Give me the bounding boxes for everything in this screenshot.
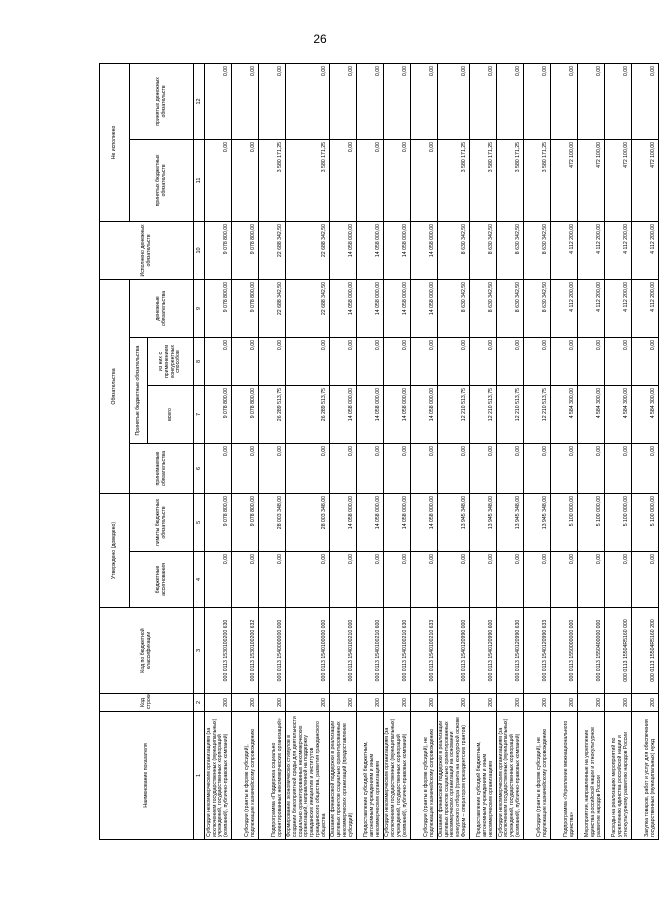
row-monetary-obligations: 9 078 800,00 [205, 279, 232, 337]
row-unfulfilled-budget: 3 580 171,25 [437, 139, 469, 221]
row-accepted-total: 12 210 513,75 [523, 386, 550, 444]
row-obligation-limits: 13 945 348,00 [437, 494, 469, 552]
header-monetary-obligations: денежные обязательства [130, 279, 194, 337]
row-accepted-total: 9 078 800,00 [232, 386, 259, 444]
column-number: 12 [194, 63, 205, 139]
header-unfulfilled-group: Не исполнено [100, 63, 130, 221]
row-code: 200 [523, 694, 550, 712]
row-kbk: 000 0113 15504R5160 000 [604, 608, 631, 694]
row-code: 200 [604, 694, 631, 712]
row-obligation-limits: 9 078 800,00 [205, 494, 232, 552]
header-execution: Исполнено денежных обязательств [100, 221, 194, 279]
column-number: 6 [194, 444, 205, 494]
row-accepted-obligations: 0,00 [631, 444, 658, 494]
row-monetary-obligations: 14 058 000,00 [329, 279, 356, 337]
row-code: 200 [286, 694, 330, 712]
table-row [631, 63, 658, 839]
header-approved-group: Утверждено (доведено) [100, 494, 130, 608]
row-code: 200 [577, 694, 604, 712]
row-accepted-total: 12 210 513,75 [469, 386, 496, 444]
header-competitive: из них с применением конкурентных способов [148, 338, 194, 386]
row-name: Субсидии (гранты в форме субсидий), подлежащие казначейскому сопровождению [232, 712, 259, 840]
table-row [259, 63, 286, 839]
row-competitive: 0,00 [469, 338, 496, 386]
row-unfulfilled-monetary: 0,00 [469, 63, 496, 139]
row-monetary-obligations: 4 112 200,00 [550, 279, 577, 337]
row-accepted-total: 12 210 513,75 [496, 386, 523, 444]
row-kbk: 000 0113 1540000000 000 [259, 608, 286, 694]
column-number: 1 [194, 712, 205, 840]
row-unfulfilled-monetary: 0,00 [604, 63, 631, 139]
row-unfulfilled-budget: 0,00 [356, 139, 383, 221]
row-budget-allocations: 0,00 [523, 552, 550, 608]
row-budget-allocations: 0,00 [356, 552, 383, 608]
row-budget-allocations: 0,00 [205, 552, 232, 608]
row-monetary-obligations: 8 630 342,50 [523, 279, 550, 337]
row-executed: 4 112 200,00 [604, 221, 631, 279]
row-monetary-obligations: 8 630 342,50 [496, 279, 523, 337]
row-budget-allocations: 0,00 [550, 552, 577, 608]
row-unfulfilled-monetary: 0,00 [286, 63, 330, 139]
row-unfulfilled-monetary: 0,00 [259, 63, 286, 139]
row-accepted-obligations: 0,00 [523, 444, 550, 494]
row-competitive: 0,00 [410, 338, 437, 386]
row-code: 200 [496, 694, 523, 712]
row-kbk: 000 0113 1540120990 000 [437, 608, 469, 694]
row-obligation-limits: 5 100 000,00 [631, 494, 658, 552]
row-code: 200 [232, 694, 259, 712]
row-executed: 14 058 000,00 [329, 221, 356, 279]
row-obligation-limits: 5 100 000,00 [604, 494, 631, 552]
row-unfulfilled-budget: 0,00 [329, 139, 356, 221]
table-row [286, 63, 330, 839]
row-code: 200 [550, 694, 577, 712]
row-obligation-limits: 14 058 000,00 [356, 494, 383, 552]
row-executed: 4 112 200,00 [631, 221, 658, 279]
table-row [496, 63, 523, 839]
row-monetary-obligations: 9 078 800,00 [232, 279, 259, 337]
row-accepted-total: 14 058 000,00 [410, 386, 437, 444]
row-budget-allocations: 0,00 [259, 552, 286, 608]
row-competitive: 0,00 [604, 338, 631, 386]
header-budget-allocations: бюджетные ассигнования [130, 552, 194, 608]
row-accepted-obligations: 0,00 [550, 444, 577, 494]
row-obligation-limits: 5 100 000,00 [550, 494, 577, 552]
row-unfulfilled-monetary: 0,00 [577, 63, 604, 139]
column-number: 5 [194, 494, 205, 552]
row-accepted-total: 4 584 300,00 [550, 386, 577, 444]
row-budget-allocations: 0,00 [604, 552, 631, 608]
row-executed: 22 688 342,50 [286, 221, 330, 279]
row-unfulfilled-budget: 0,00 [232, 139, 259, 221]
row-executed: 14 058 000,00 [356, 221, 383, 279]
table-row [383, 63, 410, 839]
row-monetary-obligations: 14 058 000,00 [356, 279, 383, 337]
table-row [329, 63, 356, 839]
row-kbk: 000 0113 1540100210 000 [329, 608, 356, 694]
table-row [523, 63, 550, 839]
row-accepted-obligations: 0,00 [232, 444, 259, 494]
row-name: Субсидии некоммерческим организациям (за исключением государственных (муниципальных) учреждений, государственных корпораций (компаний), публично-правовых компаний) [496, 712, 523, 840]
row-budget-allocations: 0,00 [469, 552, 496, 608]
row-competitive: 0,00 [550, 338, 577, 386]
row-code: 200 [410, 694, 437, 712]
row-obligation-limits: 13 945 348,00 [523, 494, 550, 552]
rotated-report-page [99, 64, 656, 840]
row-accepted-obligations: 0,00 [469, 444, 496, 494]
row-kbk: 000 0113 1530100200 630 [205, 608, 232, 694]
row-executed: 8 630 342,50 [523, 221, 550, 279]
row-kbk: 000 0113 1550000000 000 [550, 608, 577, 694]
header-code: Код строки [100, 694, 194, 712]
row-unfulfilled-budget: 0,00 [205, 139, 232, 221]
header-budget-obligation-limits: лимиты бюджетных обязательств [130, 494, 194, 552]
row-obligation-limits: 14 058 000,00 [383, 494, 410, 552]
row-monetary-obligations: 8 630 342,50 [437, 279, 469, 337]
row-name: Расходы на реализацию мероприятий по укреплению единства российской нации и этнокультурному развитию народов России [604, 712, 631, 840]
row-name: Подпрограмма «Укрепление межнационального единства» [550, 712, 577, 840]
row-name: Мероприятия, направленные на укрепление единства российской нации и этнокультурное развитие народов России [577, 712, 604, 840]
row-obligation-limits: 13 945 348,00 [469, 494, 496, 552]
row-competitive: 0,00 [496, 338, 523, 386]
row-name: Субсидии некоммерческим организациям (за исключением государственных (муниципальных) учреждений, государственных корпораций (компаний), публично-правовых компаний) [205, 712, 232, 840]
row-accepted-obligations: 0,00 [604, 444, 631, 494]
row-obligation-limits: 28 003 348,00 [286, 494, 330, 552]
row-budget-allocations: 0,00 [329, 552, 356, 608]
row-name: Оказание финансовой поддержки в реализации целевых проектов социально ориентированных некоммерческих организаций на основании конкурсного отбора (гранта на конкурсной основе Фондом – оператором президентских грантов) [437, 712, 469, 840]
row-kbk: 000 0113 1540100210 630 [383, 608, 410, 694]
header-unfulfilled-budget: принятых бюджетных обязательств [130, 139, 194, 221]
row-budget-allocations: 0,00 [383, 552, 410, 608]
row-competitive: 0,00 [523, 338, 550, 386]
table-row [232, 63, 259, 839]
header-kbk: Код по бюджетной классификации [100, 608, 194, 694]
header-accepted-budget-group: Принятые бюджетные обязательства [130, 338, 148, 444]
row-unfulfilled-monetary: 0,00 [356, 63, 383, 139]
table-row [550, 63, 577, 839]
row-name: Субсидии (гранты в форме субсидий), не подлежащие казначейскому сопровождению [410, 712, 437, 840]
row-unfulfilled-budget: 3 580 171,25 [469, 139, 496, 221]
budget-report-table [99, 63, 659, 840]
row-unfulfilled-budget: 3 580 171,25 [259, 139, 286, 221]
row-competitive: 0,00 [329, 338, 356, 386]
row-unfulfilled-budget: 3 580 171,25 [523, 139, 550, 221]
column-number-row [194, 63, 205, 839]
row-kbk: 000 0113 15504R5160 200 [631, 608, 658, 694]
column-number: 2 [194, 694, 205, 712]
row-unfulfilled-budget: 472 100,00 [550, 139, 577, 221]
table-row [410, 63, 437, 839]
row-budget-allocations: 0,00 [631, 552, 658, 608]
row-obligation-limits: 13 945 348,00 [496, 494, 523, 552]
row-accepted-obligations: 0,00 [356, 444, 383, 494]
table-row [469, 63, 496, 839]
row-unfulfilled-budget: 3 580 171,25 [496, 139, 523, 221]
table-row [205, 63, 232, 839]
row-budget-allocations: 0,00 [232, 552, 259, 608]
row-obligation-limits: 28 003 348,00 [259, 494, 286, 552]
row-code: 200 [356, 694, 383, 712]
row-name: Субсидии (гранты в форме субсидий), не подлежащие казначейскому сопровождению [523, 712, 550, 840]
row-budget-allocations: 0,00 [577, 552, 604, 608]
row-kbk: 000 0113 1540100000 000 [286, 608, 330, 694]
row-accepted-total: 14 058 000,00 [356, 386, 383, 444]
row-unfulfilled-budget: 0,00 [410, 139, 437, 221]
row-competitive: 0,00 [205, 338, 232, 386]
header-unfulfilled-monetary: принятых денежных обязательств [130, 63, 194, 139]
row-executed: 14 058 000,00 [410, 221, 437, 279]
row-code: 200 [437, 694, 469, 712]
table-header [100, 63, 194, 839]
column-number: 3 [194, 608, 205, 694]
row-accepted-total: 4 584 300,00 [604, 386, 631, 444]
column-number: 9 [194, 279, 205, 337]
row-unfulfilled-monetary: 0,00 [329, 63, 356, 139]
row-unfulfilled-monetary: 0,00 [410, 63, 437, 139]
header-accepted-obligations: принимаемые обязательства [130, 444, 194, 494]
row-code: 200 [469, 694, 496, 712]
row-code: 200 [631, 694, 658, 712]
row-competitive: 0,00 [437, 338, 469, 386]
table-row [604, 63, 631, 839]
row-unfulfilled-budget: 0,00 [383, 139, 410, 221]
row-monetary-obligations: 22 688 342,50 [259, 279, 286, 337]
header-obligations-group: Обязательства [100, 279, 130, 493]
row-code: 200 [383, 694, 410, 712]
row-accepted-total: 9 078 800,00 [205, 386, 232, 444]
row-accepted-total: 4 584 300,00 [577, 386, 604, 444]
row-executed: 8 630 342,50 [496, 221, 523, 279]
row-competitive: 0,00 [383, 338, 410, 386]
row-accepted-obligations: 0,00 [286, 444, 330, 494]
row-code: 200 [205, 694, 232, 712]
row-accepted-total: 14 058 000,00 [383, 386, 410, 444]
row-kbk: 000 0113 1540120990 630 [496, 608, 523, 694]
header-name: Наименование показателя [100, 712, 194, 840]
row-monetary-obligations: 14 058 000,00 [410, 279, 437, 337]
row-accepted-total: 4 584 300,00 [631, 386, 658, 444]
row-name: Закупка товаров, работ и услуг для обеспечения государственных (муниципальных) нужд [631, 712, 658, 840]
row-accepted-obligations: 0,00 [205, 444, 232, 494]
row-accepted-obligations: 0,00 [496, 444, 523, 494]
row-accepted-total: 26 289 513,75 [286, 386, 330, 444]
page-number: 26 [313, 32, 327, 46]
row-competitive: 0,00 [356, 338, 383, 386]
row-executed: 8 630 342,50 [469, 221, 496, 279]
row-competitive: 0,00 [259, 338, 286, 386]
row-executed: 4 112 200,00 [577, 221, 604, 279]
row-name: Предоставление субсидий бюджетным, автономным учреждениям и иным некоммерческим организациям [356, 712, 383, 840]
row-accepted-obligations: 0,00 [259, 444, 286, 494]
row-competitive: 0,00 [577, 338, 604, 386]
row-unfulfilled-budget: 472 100,00 [577, 139, 604, 221]
header-total: всего [148, 386, 194, 444]
row-budget-allocations: 0,00 [286, 552, 330, 608]
row-monetary-obligations: 4 112 200,00 [604, 279, 631, 337]
row-accepted-total: 14 058 000,00 [329, 386, 356, 444]
row-name: Формирование экономических стимулов в создании благоприятной среды для деятельности социально ориентированных некоммерческих организаций, направленной на поддержку гражданских инициатив и институтов гражданского общества, развития гражданского общества [286, 712, 330, 840]
row-budget-allocations: 0,00 [496, 552, 523, 608]
row-unfulfilled-budget: 472 100,00 [631, 139, 658, 221]
row-unfulfilled-budget: 3 580 171,25 [286, 139, 330, 221]
row-accepted-obligations: 0,00 [410, 444, 437, 494]
row-unfulfilled-monetary: 0,00 [631, 63, 658, 139]
row-executed: 22 688 342,50 [259, 221, 286, 279]
row-name: Оказание финансовой поддержки в реализации целевых проектов социально ориентированных некоммерческих организаций (предоставление субсидий) [329, 712, 356, 840]
row-accepted-total: 12 210 513,75 [437, 386, 469, 444]
row-unfulfilled-monetary: 0,00 [550, 63, 577, 139]
row-obligation-limits: 14 058 000,00 [329, 494, 356, 552]
row-code: 200 [259, 694, 286, 712]
row-accepted-obligations: 0,00 [383, 444, 410, 494]
row-kbk: 000 0113 1540120990 633 [523, 608, 550, 694]
row-unfulfilled-monetary: 0,00 [523, 63, 550, 139]
row-competitive: 0,00 [232, 338, 259, 386]
row-obligation-limits: 14 058 000,00 [410, 494, 437, 552]
row-kbk: 000 0113 1530100200 632 [232, 608, 259, 694]
row-kbk: 000 0113 1540100210 633 [410, 608, 437, 694]
row-unfulfilled-monetary: 0,00 [437, 63, 469, 139]
row-obligation-limits: 5 100 000,00 [577, 494, 604, 552]
row-unfulfilled-budget: 472 100,00 [604, 139, 631, 221]
row-budget-allocations: 0,00 [410, 552, 437, 608]
row-name: Предоставление субсидий бюджетным, автономным учреждениям и иным некоммерческим организациям [469, 712, 496, 840]
column-number: 10 [194, 221, 205, 279]
row-accepted-obligations: 0,00 [577, 444, 604, 494]
row-obligation-limits: 9 078 800,00 [232, 494, 259, 552]
column-number: 7 [194, 386, 205, 444]
column-number: 4 [194, 552, 205, 608]
row-monetary-obligations: 14 058 000,00 [383, 279, 410, 337]
row-monetary-obligations: 4 112 200,00 [577, 279, 604, 337]
row-competitive: 0,00 [286, 338, 330, 386]
row-name: Подпрограмма «Поддержка социально ориентированных некоммерческих организаций» [259, 712, 286, 840]
row-accepted-obligations: 0,00 [437, 444, 469, 494]
row-name: Субсидии некоммерческим организациям (за исключением государственных (муниципальных) учреждений, государственных корпораций (компаний), публично-правовых компаний) [383, 712, 410, 840]
row-monetary-obligations: 22 688 342,50 [286, 279, 330, 337]
column-number: 8 [194, 338, 205, 386]
row-executed: 8 630 342,50 [437, 221, 469, 279]
row-unfulfilled-monetary: 0,00 [205, 63, 232, 139]
row-kbk: 000 0113 1550400000 000 [577, 608, 604, 694]
table-body [194, 63, 659, 839]
row-budget-allocations: 0,00 [437, 552, 469, 608]
table-row [356, 63, 383, 839]
table-row [437, 63, 469, 839]
row-competitive: 0,00 [631, 338, 658, 386]
row-monetary-obligations: 4 112 200,00 [631, 279, 658, 337]
row-executed: 9 078 800,00 [205, 221, 232, 279]
row-kbk: 000 0113 1540100210 600 [356, 608, 383, 694]
row-executed: 14 058 000,00 [383, 221, 410, 279]
row-monetary-obligations: 8 630 342,50 [469, 279, 496, 337]
row-kbk: 000 0113 1540120990 600 [469, 608, 496, 694]
column-number: 11 [194, 139, 205, 221]
row-code: 200 [329, 694, 356, 712]
row-unfulfilled-monetary: 0,00 [383, 63, 410, 139]
row-executed: 9 078 800,00 [232, 221, 259, 279]
row-accepted-total: 26 289 513,75 [259, 386, 286, 444]
table-row [577, 63, 604, 839]
row-accepted-obligations: 0,00 [329, 444, 356, 494]
row-unfulfilled-monetary: 0,00 [496, 63, 523, 139]
row-unfulfilled-monetary: 0,00 [232, 63, 259, 139]
row-executed: 4 112 200,00 [550, 221, 577, 279]
